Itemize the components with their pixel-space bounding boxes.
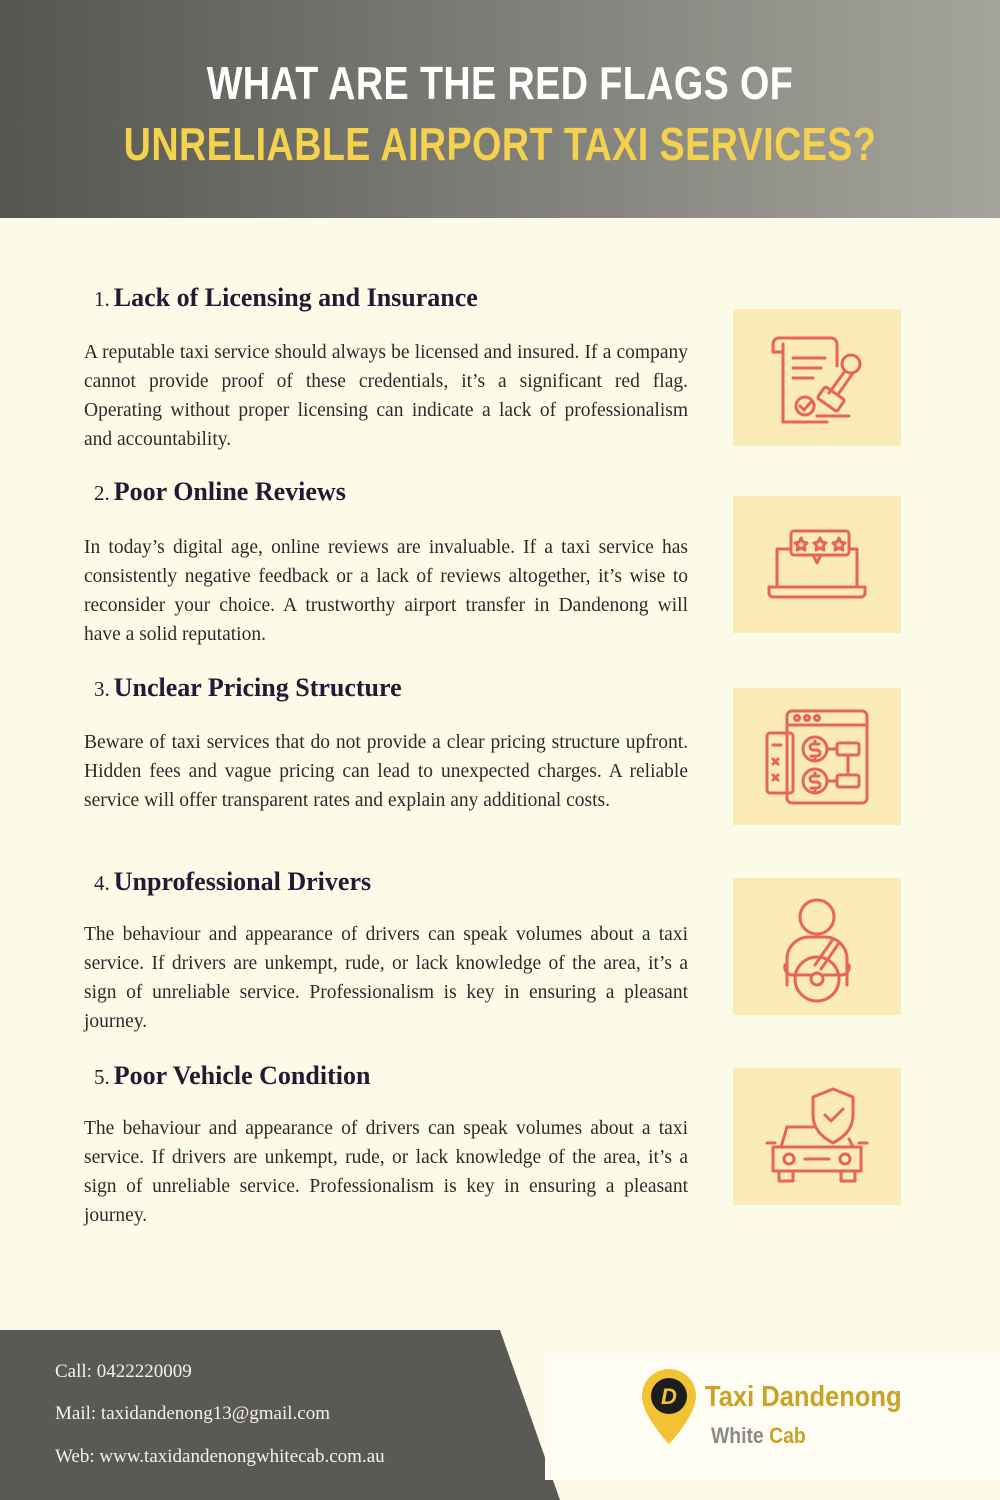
brand-name: Taxi Dandenong (705, 1381, 902, 1413)
page-title-line1: WHAT ARE THE RED FLAGS OF (206, 57, 794, 109)
section-title (94, 673, 402, 703)
brand-subtitle-white: White (711, 1423, 764, 1448)
section-title (94, 867, 371, 897)
car-shield-check-icon (733, 1068, 901, 1205)
logo-letter: D (661, 1384, 677, 1409)
footer-logo-panel (545, 1353, 1000, 1480)
location-pin-logo-icon (640, 1367, 698, 1447)
section-title (94, 1061, 370, 1091)
header-banner (0, 0, 1000, 218)
section-title-text: Poor Vehicle Condition (113, 1061, 371, 1090)
license-document-stamp-icon (733, 309, 901, 446)
driver-steering-wheel-icon (733, 878, 901, 1015)
section-body: Beware of taxi services that do not provide a clear pricing structure upfront. Hidden fees and vague pricing can lead to unexpected charges. A reliable service will offer transparent rates and explain any additional costs. (84, 732, 688, 811)
section-title-text: Poor Online Reviews (113, 477, 346, 506)
section-number: 2. (94, 481, 110, 505)
contact-phone[interactable]: Call: 0422220009 (55, 1361, 192, 1382)
section-body: A reputable taxi service should always be licensed and insured. If a company cannot provide proof of these credentials, it’s a significant red flag. Operating without proper licensing can indicate a lack of professionalism and accountability. (84, 342, 688, 450)
section-body: The behaviour and appearance of drivers can speak volumes about a taxi service. If drivers are unkempt, rude, or lack knowledge of the area, it’s a sign of unreliable service. Professionalism is key in ensuring a pleasant journey. (84, 1118, 688, 1226)
contact-website[interactable]: Web: www.taxidandenongwhitecab.com.au (55, 1446, 385, 1467)
section-number: 1. (94, 287, 110, 311)
section-title (94, 477, 346, 507)
section-body: The behaviour and appearance of drivers can speak volumes about a taxi service. If drivers are unkempt, rude, or lack knowledge of the area, it’s a sign of unreliable service. Professionalism is key in ensuring a pleasant journey. (84, 924, 688, 1032)
section-number: 4. (94, 871, 110, 895)
section-number: 5. (94, 1065, 110, 1089)
section-title (94, 283, 478, 313)
section-number: 3. (94, 677, 110, 701)
section-body: In today’s digital age, online reviews are invaluable. If a taxi service has consistently negative feedback or a lack of reviews altogether, it’s wise to reconsider your choice. A trustworthy airport transfer in Dandenong will have a solid reputation. (84, 537, 688, 645)
brand-subtitle (711, 1423, 806, 1449)
section-title-text: Unprofessional Drivers (113, 867, 372, 896)
contact-email[interactable]: Mail: taxidandenong13@gmail.com (55, 1403, 330, 1424)
section-title-text: Lack of Licensing and Insurance (113, 283, 478, 312)
section-title-text: Unclear Pricing Structure (113, 673, 402, 702)
page-title-line2: UNRELIABLE AIRPORT TAXI SERVICES? (123, 118, 877, 170)
pricing-comparison-icon (733, 688, 901, 825)
brand-subtitle-cab: Cab (769, 1423, 806, 1448)
laptop-star-review-icon (733, 496, 901, 633)
